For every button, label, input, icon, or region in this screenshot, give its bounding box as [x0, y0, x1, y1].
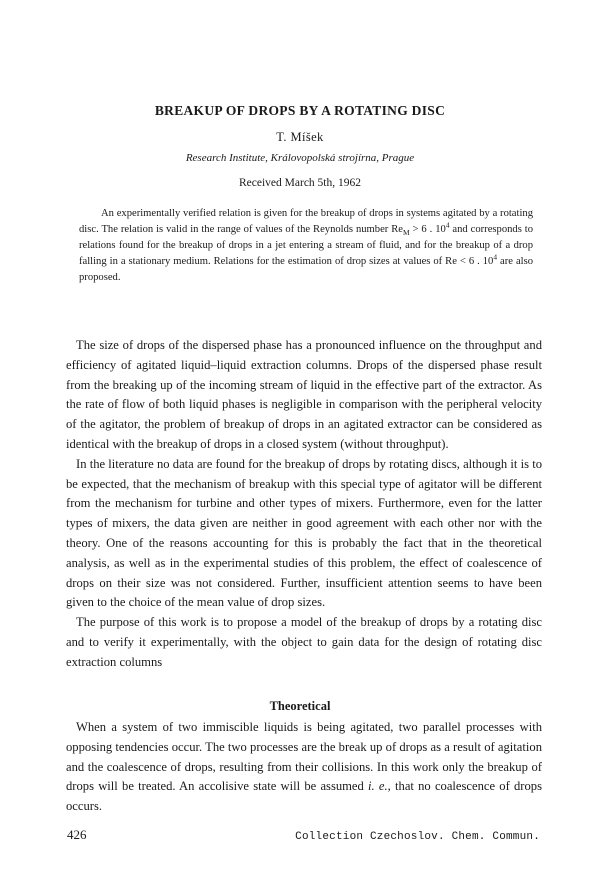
- body-paragraph-3: The purpose of this work is to propose a model of the breakup of drops by a rotating disc and to verify it experimentally, with the object to gain data for the design of rotating disc extraction columns: [66, 615, 542, 669]
- journal-name: Collection Czechoslov. Chem. Commun.: [295, 831, 540, 843]
- theoretical-paragraph-1: When a system of two immiscible liquids is being agitated, two parallel processes with opposing tendencies occur. The two processes are the break up of drops as a result of agitation and the coalescence of drops, resulting from their collisions. In this work only the breakup of drops will be treated. An accolisive state will be assumed i. e., that no coalescence of drops occurs.: [66, 720, 542, 814]
- theoretical-text: [66, 718, 542, 817]
- abstract: [79, 206, 533, 286]
- introduction-text: [66, 336, 542, 673]
- author-affiliation: Research Institute, Královopolská strojírna, Prague: [185, 152, 415, 164]
- section-heading: Theoretical: [269, 699, 331, 713]
- article-author: T. Míšek: [276, 130, 324, 144]
- page-number: 426: [67, 827, 87, 842]
- body-paragraph-2: In the literature no data are found for the breakup of drops by rotating discs, although it is to be expected, that the mechanism of breakup with this special type of agitator will be different from the mechanism for turbine and other types of mixers. Furthermore, even for the latter types of mixers, the data given are neither in good agreement with each other nor with the theory. One of the reasons accounting for this is probably the fact that in the theoretical analysis, as well as in the experimental studies of this problem, the effect of coalescence of drops on their size was not considered. Further, insufficient attention seems to have been given to the choice of the mean value of drop sizes.: [66, 456, 542, 610]
- abstract-paragraph: An experimentally verified relation is given for the breakup of drops in systems agitated by a rotating disc. The relation is valid in the range of values of the Reynolds number $Re_M > 6$ . $10^4$ and corresponds to relations found for the breakup of drops in a jet entering a stream of fluid, and for the breakup of a drop falling in a stationary medium. Relations for the estimation of drop sizes at values of Re < 6 . $10^4$ are also proposed.: [79, 208, 534, 283]
- article-title: BREAKUP OF DROPS BY A ROTATING DISC: [154, 103, 446, 118]
- body-paragraph-1: The size of drops of the dispersed phase has a pronounced influence on the throughput and efficiency of agitated liquid–liquid extraction columns. Drops of the dispersed phase result from the breaking up of the incoming stream of liquid in the effective part of the extractor. As the rate of flow of both liquid phases is negligible in comparison with the peripheral velocity of the agitator, the problem of breakup of drops in an agitated extractor can be considered as identical with the breakup of drops in a closed system (without throughput).: [66, 338, 542, 451]
- received-date: Received March 5th, 1962: [239, 177, 361, 189]
